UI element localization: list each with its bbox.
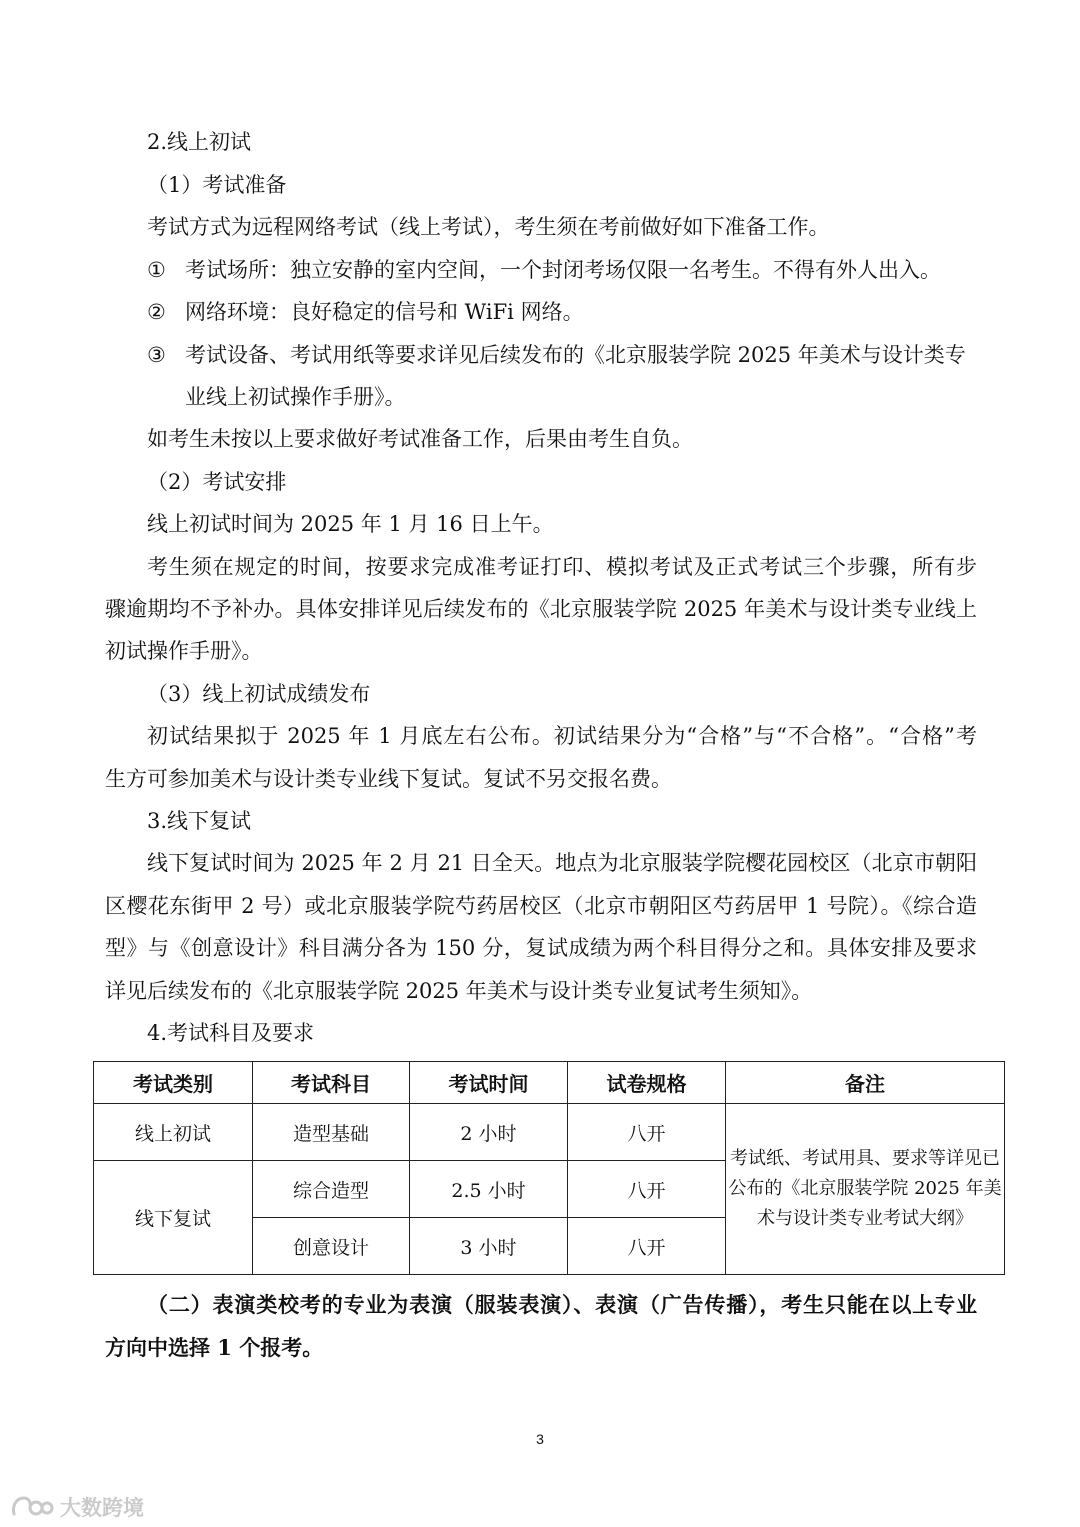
page-number: 3 (536, 1431, 544, 1447)
item-number: ② (147, 300, 166, 324)
watermark (10, 1492, 144, 1522)
item-number: ③ (147, 343, 166, 367)
arrange-paragraph-line-2: 骤逾期均不予补办。具体安排详见后续发布的《北京服装学院 2025 年美术与设计类专业线上 (105, 597, 977, 621)
exam-subjects-table (93, 1061, 1005, 1275)
retest-paragraph-line-1: 线下复试时间为 2025 年 2 月 21 日全天。地点为北京服装学院樱花园校区（北京市朝阳 (147, 851, 977, 875)
category-cell: 线下复试 (94, 1161, 253, 1275)
watermark-logo-icon (10, 1494, 54, 1520)
retest-paragraph-line-4: 详见后续发布的《北京服装学院 2025 年美术与设计类专业复试考生须知》。 (105, 979, 813, 1003)
arrange-paragraph-line-3: 初试操作手册》。 (105, 639, 263, 663)
performance-paragraph-line-1: （二）表演类校考的专业为表演（服装表演）、表演（广告传播），考生只能在以上专业 (147, 1292, 977, 1317)
category-cell: 线上初试 (94, 1104, 253, 1161)
exam-prep-intro: 考试方式为远程网络考试（线上考试），考生须在考前做好如下准备工作。 (147, 215, 830, 239)
item-text: 考试设备、考试用纸等要求详见后续发布的《北京服装学院 2025 年美术与设计类专 (185, 343, 966, 367)
prep-item-1 (147, 255, 941, 285)
paper-cell: 八开 (568, 1218, 726, 1275)
retest-paragraph-line-2: 区樱花东街甲 2 号）或北京服装学院芍药居校区（北京市朝阳区芍药居甲 1 号院）。《综合造 (105, 894, 977, 918)
watermark-text: 大数跨境 (60, 1496, 144, 1520)
header-category: 考试类别 (94, 1062, 253, 1104)
exam-arrange-title: （2）考试安排 (147, 470, 287, 494)
prep-item-3-continued: 业线上初试操作手册》。 (185, 385, 406, 409)
section-2-heading: 2.线上初试 (147, 130, 252, 154)
result-paragraph-line-2: 生方可参加美术与设计类专业线下复试。复试不另交报名费。 (105, 767, 672, 791)
prep-item-3 (147, 340, 966, 370)
section-3-heading: 3.线下复试 (147, 809, 252, 833)
header-time: 考试时间 (410, 1062, 568, 1104)
table-header-row (94, 1062, 1005, 1104)
subject-cell: 综合造型 (253, 1161, 410, 1218)
paper-cell: 八开 (568, 1104, 726, 1161)
result-paragraph-line-1: 初试结果拟于 2025 年 1 月底左右公布。初试结果分为“合格”与“不合格”。“合格”考 (147, 724, 977, 748)
time-cell: 3 小时 (410, 1218, 568, 1275)
subject-cell: 创意设计 (253, 1218, 410, 1275)
header-paper: 试卷规格 (568, 1062, 726, 1104)
time-cell: 2.5 小时 (410, 1161, 568, 1218)
header-note: 备注 (726, 1062, 1005, 1104)
exam-prep-title: （1）考试准备 (147, 173, 287, 197)
subject-cell: 造型基础 (253, 1104, 410, 1161)
retest-paragraph-line-3: 型》与《创意设计》科目满分各为 150 分，复试成绩为两个科目得分之和。具体安排及要求 (105, 936, 977, 960)
item-text: 考试场所：独立安静的室内空间，一个封闭考场仅限一名考生。不得有外人出入。 (185, 258, 941, 282)
result-title: （3）线上初试成绩发布 (147, 682, 371, 706)
paper-cell: 八开 (568, 1161, 726, 1218)
item-number: ① (147, 258, 166, 282)
header-subject: 考试科目 (253, 1062, 410, 1104)
time-cell: 2 小时 (410, 1104, 568, 1161)
table-row (94, 1104, 1005, 1161)
performance-paragraph-line-2: 方向中选择 1 个报考。 (105, 1335, 324, 1360)
prep-item-2 (147, 297, 584, 327)
exam-arrange-time: 线上初试时间为 2025 年 1 月 16 日上午。 (147, 512, 554, 536)
item-text: 网络环境：良好稳定的信号和 WiFi 网络。 (185, 300, 584, 324)
arrange-paragraph-line-1: 考生须在规定的时间，按要求完成准考证打印、模拟考试及正式考试三个步骤，所有步 (147, 555, 977, 579)
section-4-heading: 4.考试科目及要求 (147, 1021, 315, 1045)
note-cell: 考试纸、考试用具、要求等详见已公布的《北京服装学院 2025 年美术与设计类专业考试大纲》 (726, 1104, 1005, 1275)
prep-note: 如考生未按以上要求做好考试准备工作，后果由考生自负。 (147, 427, 693, 451)
